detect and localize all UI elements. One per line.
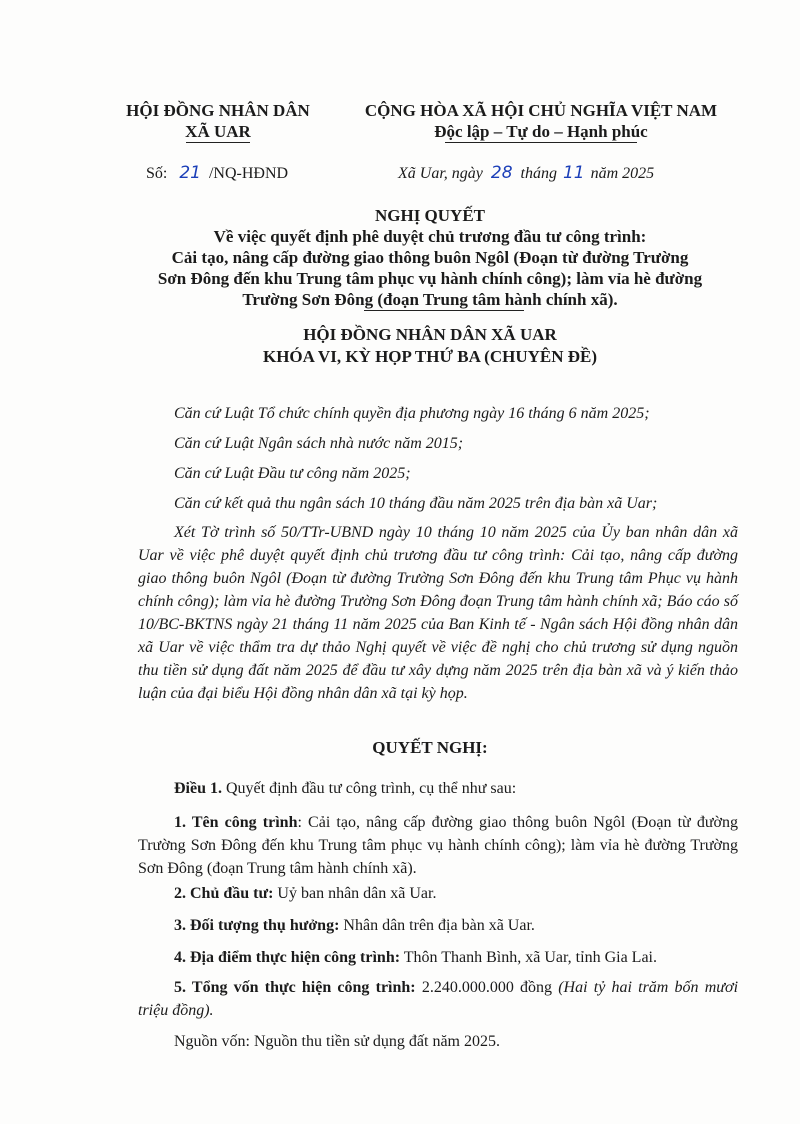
- item-total-capital: [138, 976, 738, 1022]
- item-investor: [138, 882, 738, 905]
- item-5-text: 2.240.000.000 đồng: [415, 979, 559, 996]
- issuing-body-underline: [186, 142, 250, 143]
- legal-basis-4: Căn cứ kết quả thu ngân sách 10 tháng đầu năm 2025 trên địa bàn xã Uar;: [174, 495, 658, 512]
- legal-basis-2: Căn cứ Luật Ngân sách nhà nước năm 2015;: [174, 435, 464, 452]
- subject-line-1: Về việc quyết định phê duyệt chủ trương đầu tư công trình:: [213, 227, 647, 246]
- national-motto: [356, 100, 726, 142]
- item-project-name: [138, 811, 738, 880]
- item-location: [138, 946, 738, 969]
- legal-basis-3: Căn cứ Luật Đầu tư công năm 2025;: [174, 465, 411, 482]
- issue-date: [398, 162, 738, 185]
- number-handwritten: 21: [179, 163, 201, 183]
- country-name: CỘNG HÒA XÃ HỘI CHỦ NGHĨA VIỆT NAM: [364, 101, 718, 120]
- legal-basis-1: Căn cứ Luật Tổ chức chính quyền địa phương ngày 16 tháng 6 năm 2025;: [174, 405, 650, 422]
- item-2-text: Uỷ ban nhân dân xã Uar.: [273, 885, 437, 902]
- council-block: [120, 324, 740, 368]
- council-session: KHÓA VI, KỲ HỌP THỨ BA (CHUYÊN ĐỀ): [262, 347, 598, 366]
- item-3-label: 3. Đối tượng thụ hưởng:: [174, 917, 340, 934]
- date-month-word: tháng: [520, 165, 557, 182]
- issuing-body-line2: XÃ UAR: [185, 122, 251, 141]
- item-5-note: (Hai tỷ hai trăm bốn mươi triệu đồng).: [138, 979, 739, 1019]
- article-1-label: Điều 1.: [174, 780, 222, 797]
- consideration-paragraph: Xét Tờ trình số 50/TTr-UBND ngày 10 tháng 10 năm 2025 của Ủy ban nhân dân xã Uar về việc phê duyệt quyết định chủ trương đầu tư công trình: Cải tạo, nâng cấp đường giao thông buôn Ngôl (Đoạn từ đường Trường Sơn Đông đến khu Trung tâm Phục vụ hành chính công); làm vỉa hè đường Trường Sơn Đông đoạn Trung tâm hành chính xã; Báo cáo số 10/BC-BKTNS ngày 21 tháng 11 năm 2025 của Ban Kinh tế - Ngân sách Hội đồng nhân dân xã Uar về việc thẩm tra dự thảo Nghị quyết về việc đề nghị cho chủ trương sử dụng nguồn thu tiền sử dụng đất năm 2025 để đầu tư xây dựng năm 2025 trên địa bàn xã và ý kiến thảo luận của đại biểu Hội đồng nhân dân xã tại kỳ họp.: [138, 524, 738, 702]
- number-suffix: /NQ-HĐND: [208, 165, 289, 182]
- document-number: [146, 162, 346, 185]
- item-2-label: 2. Chủ đầu tư:: [174, 885, 274, 902]
- subject-line-2: Cải tạo, nâng cấp đường giao thông buôn Ngôl (Đoạn từ đường Trường: [171, 248, 689, 267]
- item-1-label: 1. Tên công trình: [174, 814, 298, 831]
- date-suffix: năm 2025: [590, 165, 655, 182]
- funding-source: Nguồn vốn: Nguồn thu tiền sử dụng đất năm 2025.: [174, 1033, 500, 1050]
- subject-line-3: Sơn Đông đến khu Trung tâm phục vụ hành chính công); làm vỉa hè đường: [157, 269, 703, 288]
- item-4-label: 4. Địa điểm thực hiện công trình:: [174, 949, 401, 966]
- item-5-label: 5. Tổng vốn thực hiện công trình:: [174, 979, 416, 996]
- article-1-text: Quyết định đầu tư công trình, cụ thể như sau:: [226, 780, 517, 797]
- item-3-text: Nhân dân trên địa bàn xã Uar.: [339, 917, 535, 934]
- item-beneficiaries: [138, 914, 738, 937]
- day-handwritten: 28: [490, 163, 513, 183]
- title-underline: [364, 310, 524, 311]
- item-1-sep: :: [297, 814, 302, 831]
- issuing-body-line1: HỘI ĐỒNG NHÂN DÂN: [126, 101, 310, 120]
- date-prefix: Xã Uar, ngày: [398, 165, 483, 182]
- number-prefix: Số:: [146, 165, 168, 182]
- motto: Độc lập – Tự do – Hạnh phúc: [434, 122, 648, 141]
- item-4-text: Thôn Thanh Bình, xã Uar, tỉnh Gia Lai.: [400, 949, 657, 966]
- article-1: [138, 777, 738, 800]
- subject-line-4: Trường Sơn Đông (đoạn Trung tâm hành chính xã).: [242, 290, 618, 309]
- item-1-text: Cải tạo, nâng cấp đường giao thông buôn Ngôl (Đoạn từ đường Trường Sơn Đông đến khu Trung tâm phục vụ hành chính công); làm vỉa hè đường Trường Sơn Đông (đoạn Trung tâm hành chính xã).: [138, 814, 738, 877]
- document-type: NGHỊ QUYẾT: [374, 206, 486, 225]
- month-handwritten: 11: [562, 163, 585, 183]
- council-name: HỘI ĐỒNG NHÂN DÂN XÃ UAR: [303, 325, 557, 344]
- title-block: [120, 205, 740, 310]
- resolves-heading: QUYẾT NGHỊ:: [372, 738, 488, 757]
- motto-underline: [445, 142, 637, 143]
- issuing-body: [118, 100, 318, 142]
